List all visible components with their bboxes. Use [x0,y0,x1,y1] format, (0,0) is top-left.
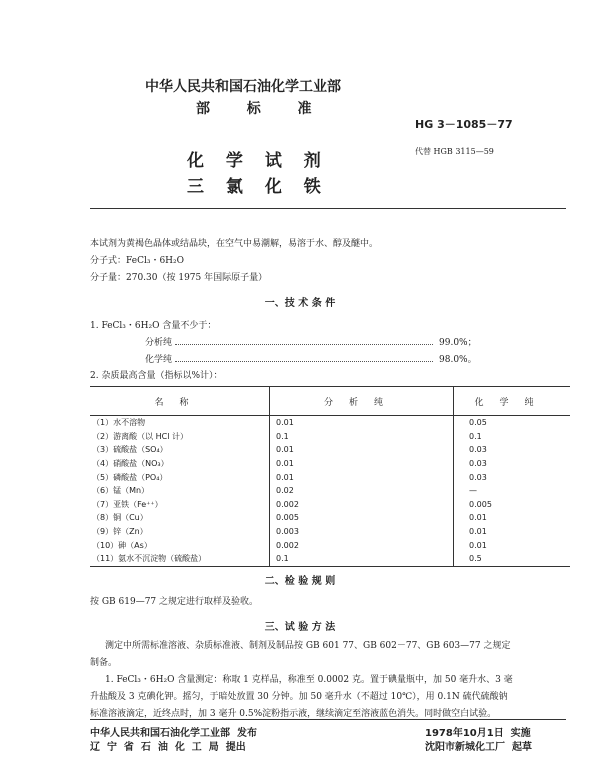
footer-issuer: 中华人民共和国石油化学工业部 发布 [90,728,257,739]
row-cp: 0.03 [469,445,487,455]
document-title-line2: 三 氯 化 铁 [187,177,329,197]
leader-dots [175,344,433,345]
leader-dots [175,361,433,362]
row-ar: 0.01 [270,443,454,457]
row-cp: 0.03 [469,472,487,482]
row-name: （8）铜（Cu） [90,511,270,525]
row-cp: 0.01 [469,527,487,537]
table-row [90,552,570,566]
table-row [90,430,570,444]
molecular-weight: 分子量：270.30（按 1975 年国际原子量） [90,273,268,283]
molecular-formula: 分子式：FeCl₃・6H₂O [90,256,185,266]
row-name: （3）硫酸盐（SO₄） [90,443,270,457]
table-row [90,538,570,552]
row-name: （10）砷（As） [90,538,270,552]
ministry-title: 中华人民共和国石油化学工业部 [145,79,341,95]
section3-para1-line2: 制备。 [90,658,118,668]
row-name: （4）硝酸盐（NO₃） [90,457,270,471]
row-cp: 0.01 [469,513,487,523]
row-ar: 0.002 [270,498,454,512]
footer-drafter: 沈阳市新城化工厂 起草 [425,742,532,753]
section3-para2-line2: 升盐酸及 3 克碘化钾。摇匀，于暗处放置 30 分钟。加 50 毫升水（不超过 10℃），用 0.1N 硫代硫酸钠 [90,692,508,702]
row-name: （1）水不溶物 [90,416,270,430]
row-ar: 0.1 [270,430,454,444]
grade-ar-label: 分析纯 [145,338,173,348]
row-cp: 0.5 [454,552,571,566]
footer-date: 1978年10月1日 实施 [425,728,531,739]
row-name: （9）锌（Zn） [90,525,270,539]
row-ar: 0.01 [270,416,454,430]
footer-divider [90,719,566,720]
table-row [90,525,570,539]
row-cp: 0.03 [469,459,487,469]
row-name: （7）亚铁（Fe⁺⁺） [90,498,270,512]
section3-heading: 三、试 验 方 法 [264,622,336,633]
section3-para1-line1: 测定中所需标准溶液、杂质标准液、制剂及制品按 GB 601 77、GB 602－77、GB 603—77 之规定 [105,641,511,651]
document-title-line1: 化 学 试 剂 [187,151,329,171]
intro-description: 本试剂为黄褐色晶体或结晶块，在空气中易潮解，易溶于水、醇及醚中。 [90,239,379,249]
content-requirement: 1. FeCl₃・6H₂O 含量不少于： [90,321,217,331]
table-row [90,511,570,525]
row-ar: 0.005 [270,511,454,525]
section2-text: 按 GB 619—77 之规定进行取样及验收。 [90,597,259,607]
row-cp: 0.01 [469,540,487,550]
section3-para2-line3: 标准溶液滴定，近终点时，加 3 毫升 0.5%淀粉指示液，继续滴定至溶液蓝色消失。同时做空白试验。 [90,709,497,719]
row-cp: 0.005 [469,499,492,509]
table-row [90,457,570,471]
section1-heading: 一、技 术 条 件 [264,298,336,309]
table-row [90,470,570,484]
grade-ar-value: 99.0%； [439,338,477,348]
grade-cp-value: 98.0%。 [439,355,477,365]
table-row [90,443,570,457]
standard-type: 部 标 准 [196,101,321,117]
section2-heading: 二、检 验 规 则 [264,576,336,587]
row-cp: 0.05 [469,418,487,428]
row-ar: 0.003 [270,525,454,539]
footer-proposer: 辽 宁 省 石 油 化 工 局 提出 [90,742,246,753]
row-cp: — [469,486,477,496]
standard-code: HG 3－1085－77 [415,118,513,131]
table-row [90,416,570,430]
impurity-table [90,386,570,567]
table-row [90,498,570,512]
header-divider [90,208,566,209]
col-header-cp: 化学纯 [454,387,571,416]
row-name: （2）游离酸（以 HCl 计） [90,430,270,444]
row-ar: 0.01 [270,470,454,484]
row-ar: 0.002 [270,538,454,552]
row-name: （11）氨水不沉淀物（硫酸盐） [90,552,270,566]
table-header-row [90,387,570,416]
row-name: （6）锰（Mn） [90,484,270,498]
row-name: （5）磷酸盐（PO₄） [90,470,270,484]
row-cp: 0.1 [469,431,482,441]
grade-cp-label: 化学纯 [145,355,173,365]
row-ar: 0.02 [270,484,454,498]
row-ar: 0.1 [270,552,454,566]
section3-para2-line1: 1. FeCl₃・6H₂O 含量测定：称取 1 克样品，称准至 0.0002 克。置于碘量瓶中，加 50 毫升水、3 毫 [105,675,513,685]
table-row [90,484,570,498]
col-header-ar: 分析纯 [270,387,454,416]
replaces-note: 代替 HGB 3115—59 [415,147,494,156]
row-ar: 0.01 [270,457,454,471]
impurity-heading: 2. 杂质最高含量（指标以%计）： [90,371,223,381]
col-header-name: 名称 [90,387,270,416]
